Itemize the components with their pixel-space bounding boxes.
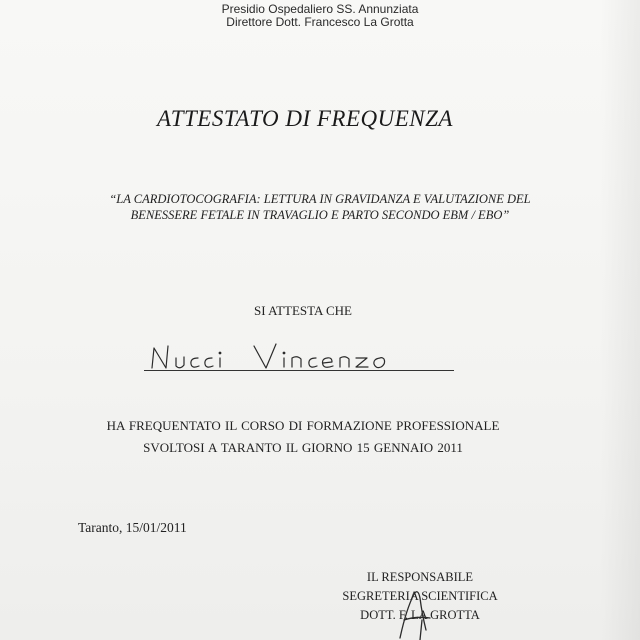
attendance-line-2: SVOLTOSI A TARANTO IL GIORNO 15 GENNAIO 2011 <box>143 440 463 455</box>
responsible-department: SEGRETERIA SCIENTIFICA <box>342 589 498 603</box>
hospital-director: Direttore Dott. Francesco La Grotta <box>226 15 414 29</box>
page-edge-shadow <box>600 0 640 640</box>
name-underline <box>144 370 454 371</box>
course-title-line-1: “LA CARDIOTOCOGRAFIA: LETTURA IN GRAVIDANZA E VALUTAZIONE DEL <box>109 192 531 206</box>
course-title-line-2: BENESSERE FETALE IN TRAVAGLIO E PARTO SECONDO EBM / EBO” <box>130 208 510 222</box>
handwritten-signature <box>360 590 480 640</box>
responsible-role: IL RESPONSABILE <box>366 570 474 584</box>
attestation-label: SI ATTESTA CHE <box>254 303 352 318</box>
place-and-date: Taranto, 15/01/2011 <box>78 520 187 535</box>
responsible-name: DOTT. F. LA GROTTA <box>360 608 480 622</box>
hospital-name: Presidio Ospedaliero SS. Annunziata <box>221 2 419 16</box>
attendance-statement <box>0 415 606 459</box>
certificate-title: ATTESTATO DI FREQUENZA <box>157 106 453 131</box>
handwritten-participant-name <box>146 338 446 372</box>
attendance-line-1: HA FREQUENTATO IL CORSO DI FORMAZIONE PROFESSIONALE <box>106 418 500 433</box>
course-title <box>70 191 570 223</box>
